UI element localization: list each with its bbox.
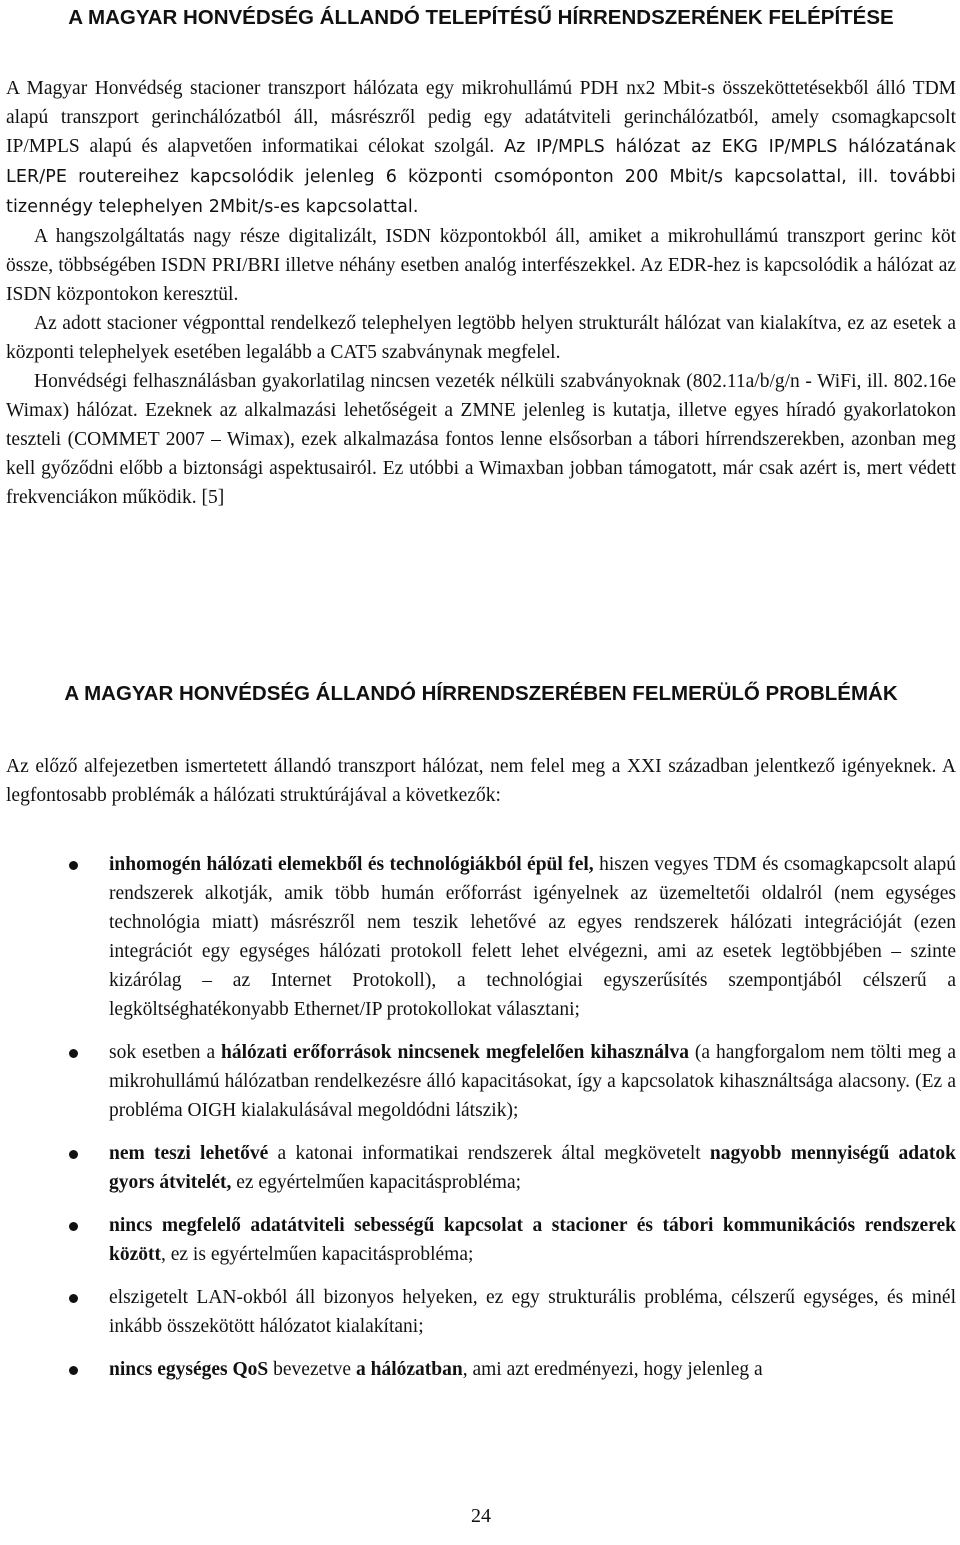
section-1-body	[6, 74, 956, 512]
bullet-icon	[69, 861, 78, 870]
paragraph-2: A hangszolgáltatás nagy része digitalizált, ISDN központokból áll, amiket a mikrohullámú transzport gerinc köt össze, többségében ISDN PRI/BRI illetve néhány esetben analóg interfészekkel. Az EDR-hez is kapcsolódik a hálózat az ISDN központokon keresztül.	[6, 226, 956, 305]
section-2-intro	[6, 752, 956, 810]
list-item-text: elszigetelt LAN-okból áll bizonyos helyeken, ez egy strukturális probléma, célszerű egységes, és minél inkább összekötött hálózatot kialakítani;	[109, 1287, 956, 1337]
problem-list	[6, 850, 956, 1398]
section-heading-1: A MAGYAR HONVÉDSÉG ÁLLANDÓ TELEPÍTÉSŰ HÍRRENDSZERÉNEK FELÉPÍTÉSE	[68, 6, 894, 29]
paragraph-1-part-3: 6 központi csomóponton 200 Mbit/s kapcsolattal, ill. további tizennégy telephelyen 2Mbit/s-es kapcsolattal.	[6, 167, 956, 217]
list-item-bold: hálózati erőforrások nincsenek megfelelően kihasználva	[221, 1042, 689, 1063]
bullet-icon	[69, 1366, 78, 1375]
list-item	[6, 1283, 956, 1341]
section-heading-2: A MAGYAR HONVÉDSÉG ÁLLANDÓ HÍRRENDSZERÉBEN FELMERÜLŐ PROBLÉMÁK	[64, 682, 898, 705]
list-item-bold: nem teszi lehetővé	[109, 1143, 269, 1164]
list-item-text: (a hangforgalom nem tölti meg a mikrohullámú hálózatban rendelkezésre álló kapacitásokat, így a kapcsolatok kihasználtsága alacsony. (Ez a probléma OIGH kialakulásával megoldódni látszik);	[109, 1042, 957, 1121]
bullet-icon	[69, 1150, 78, 1159]
bullet-icon	[69, 1049, 78, 1058]
list-item-bold: nincs egységes QoS	[109, 1359, 269, 1380]
list-item-text: , ez is egyértelműen kapacitásprobléma;	[161, 1244, 474, 1265]
paragraph-1-part-1: A Magyar Honvédség stacioner transzport hálózata egy mikrohullámú PDH nx2 Mbit-s összeköttetésekből álló TDM alapú transzport gerinchálózatból áll, másrészről pedig egy adatátviteli gerinchálózatból, amely csomagkapcsolt IP/MPLS alapú és alapvetően informatikai célokat szolgál.	[6, 78, 956, 157]
list-item	[6, 1038, 956, 1125]
paragraph-1	[6, 74, 956, 222]
list-item-bold: inhomogén hálózati elemekből és technológiákból épül fel,	[109, 854, 594, 875]
list-item-text: bevezetve	[268, 1359, 356, 1380]
intro-paragraph: Az előző alfejezetben ismertetett állandó transzport hálózat, nem felel meg a XXI században jelentkező igényeknek. A legfontosabb problémák a hálózati struktúrájával a következők:	[6, 756, 956, 806]
paragraph-1-part-2: Az IP/MPLS hálózat az EKG IP/MPLS hálózatának LER/PE routereihez kapcsolódik jelenleg	[6, 137, 956, 187]
list-item-bold: nagyobb mennyiségű adatok gyors átvitelét,	[109, 1143, 956, 1193]
list-item-bold: a hálózatban	[355, 1359, 463, 1380]
bullet-icon	[69, 1294, 78, 1303]
bullet-icon	[69, 1222, 78, 1231]
list-item-bold: nincs megfelelő adatátviteli sebességű kapcsolat a stacioner és tábori kommunikációs rendszerek között	[109, 1215, 956, 1265]
list-item-text: a katonai informatikai rendszerek által megkövetelt	[268, 1143, 710, 1164]
list-item	[6, 1355, 956, 1384]
list-item	[6, 1211, 956, 1269]
paragraph-4: Honvédségi felhasználásban gyakorlatilag nincsen vezeték nélküli szabványoknak (802.11a/b/g/n - WiFi, ill. 802.16e Wimax) hálózat. Ezeknek az alkalmazási lehetőségeit a ZMNE jelenleg is kutatja, illetve egyes híradó gyakorlatokon teszteli (COMMET 2007 – Wimax), ezek alkalmazása fontos lenne elsősorban a tábori hírrendszerekben, azonban meg kell győződni előbb a biztonsági aspektusairól. Ez utóbbi a Wimaxban jobban támogatott, már csak azért is, mert védett frekvenciákon működik. [5]	[6, 371, 956, 508]
list-item	[6, 1139, 956, 1197]
list-item	[6, 850, 956, 1024]
list-item-text: hiszen vegyes TDM és csomagkapcsolt alapú rendszerek alkotják, amik több humán erőforrást igényelnek az üzemeltetői oldalról (nem egységes technológia miatt) másrészről nem teszik lehetővé az egyes rendszerek hálózati integrációját (ezen integrációt egy egységes hálózati protokoll felett lehet elvégezni, ami az esetek legtöbbjében – szinte kizárólag – az Internet Protokoll), a technológiai egyszerűsítés szempontjából célszerű a legköltséghatékonyabb Ethernet/IP protokollokat választani;	[109, 854, 956, 1020]
list-item-text: sok esetben a	[109, 1042, 222, 1063]
list-item-text: , ami azt eredményezi, hogy jelenleg a	[462, 1359, 763, 1380]
paragraph-3: Az adott stacioner végponttal rendelkező telephelyen legtöbb helyen strukturált hálózat van kialakítva, ez az esetek a központi telephelyek esetében legalább a CAT5 szabványnak megfelel.	[6, 313, 956, 363]
page-number: 24	[471, 1505, 491, 1527]
list-item-text: ez egyértelműen kapacitásprobléma;	[231, 1172, 522, 1193]
